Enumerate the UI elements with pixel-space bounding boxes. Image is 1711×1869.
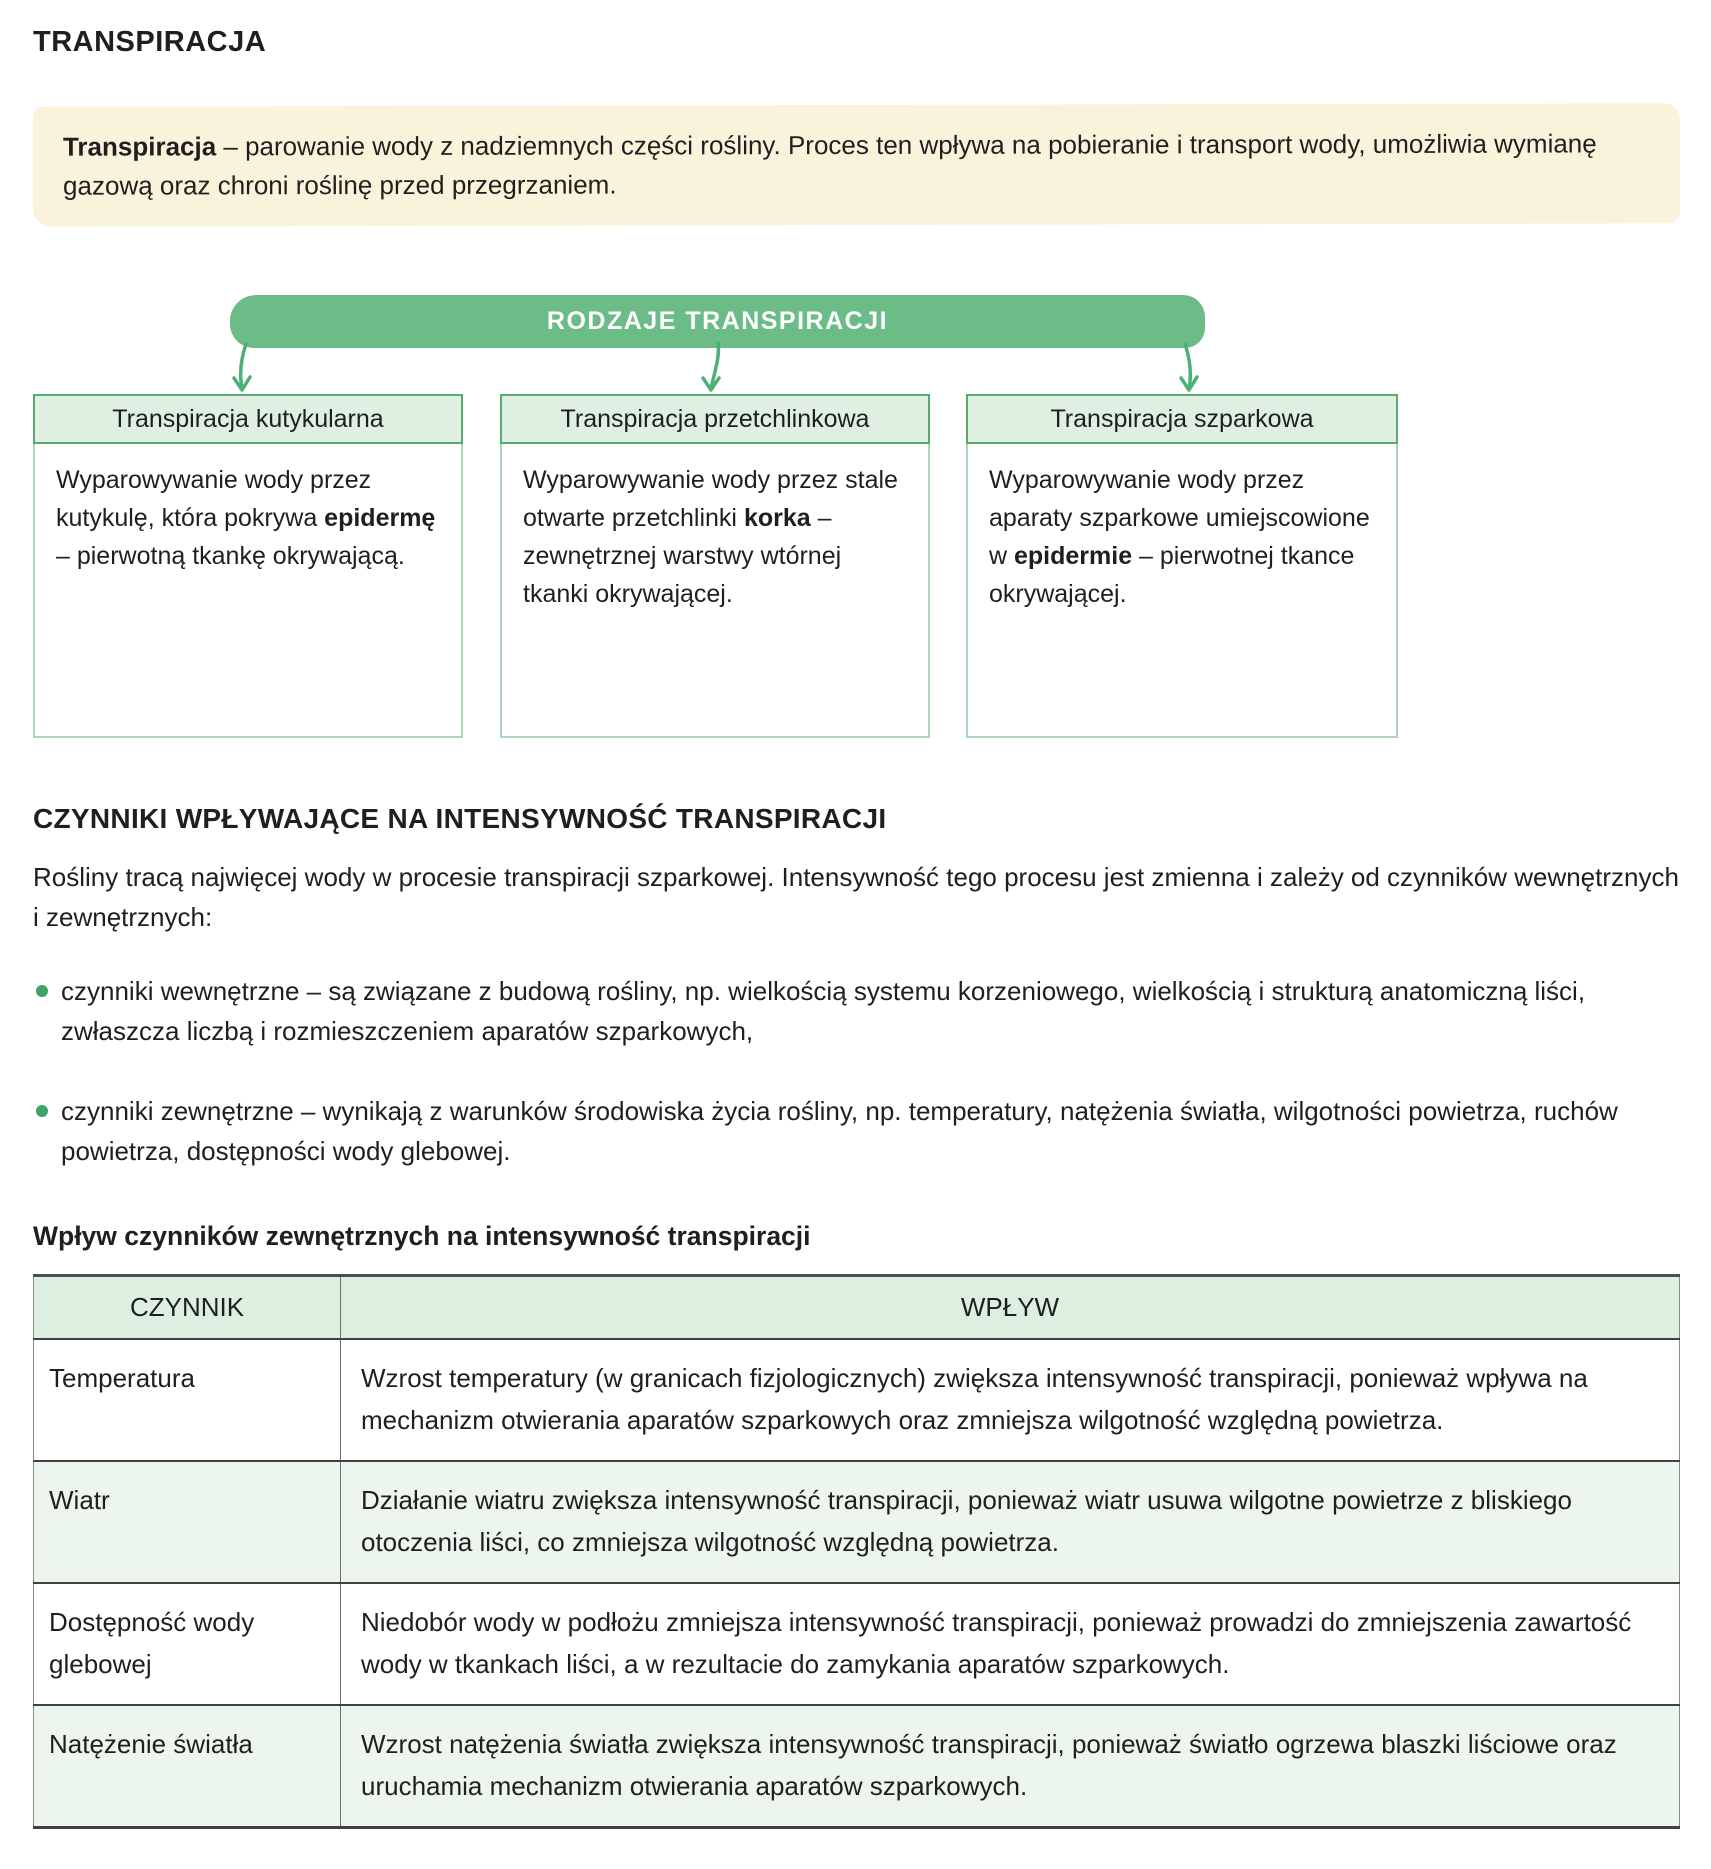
type-box-description (968, 444, 1396, 630)
effect-cell: Niedobór wody w podłożu zmniejsza intensywność transpiracji, ponieważ prowadzi do zmniejszenia zawartość wody w tkankach liści, a w rezultacie do zamykania aparatów szparkowych. (341, 1583, 1680, 1705)
description-bold-term: epidermę (324, 504, 436, 532)
column-header-factor: CZYNNIK (34, 1276, 341, 1340)
table-header (34, 1276, 1680, 1340)
factor-cell: Wiatr (34, 1461, 341, 1583)
factor-cell: Temperatura (34, 1339, 341, 1461)
column-header-effect: WPŁYW (341, 1276, 1680, 1340)
description-text: – pierwotną tkankę okrywającą. (56, 542, 405, 570)
effect-cell: Wzrost temperatury (w granicach fizjologicznych) zwiększa intensywność transpiracji, ponieważ wpływa na mechanizm otwierania aparatów szparkowych oraz zmniejsza wilgotność względną powietrza. (341, 1339, 1680, 1461)
type-box-przetchlinkowa (500, 394, 930, 738)
table-row (34, 1705, 1680, 1828)
description-text: Wyparowywanie wody przez stale otwarte przetchlinki (523, 466, 898, 532)
arrow-down-middle-icon (695, 341, 729, 397)
external-factors-table (33, 1274, 1680, 1829)
type-box-description (35, 444, 461, 592)
table-body (34, 1339, 1680, 1828)
factor-cell: Dostępność wody glebowej (34, 1583, 341, 1705)
description-text: Wyparowywanie wody przez kutykulę, która pokrywa (56, 466, 372, 532)
effect-cell: Działanie wiatru zwiększa intensywność transpiracji, ponieważ wiatr usuwa wilgotne powietrze z bliskiego otoczenia liści, co zmniejsza wilgotność względną powietrza. (341, 1461, 1680, 1583)
description-bold-term: korka (743, 504, 811, 532)
type-box-title: Transpiracja szparkowa (966, 394, 1398, 444)
description-text: – pierwotnej tkance okrywającej. (989, 542, 1355, 608)
effect-cell: Wzrost natężenia światła zwiększa intensywność transpiracji, ponieważ światło ogrzewa blaszki liściowe oraz uruchamia mechanizm otwierania aparatów szparkowych. (341, 1705, 1680, 1828)
description-bold-term: epidermie (1014, 542, 1133, 570)
definition-term: Transpiracja (62, 131, 217, 162)
arrow-down-right-icon (1170, 341, 1204, 397)
page-title: TRANSPIRACJA (33, 26, 267, 58)
arrow-down-left-icon (228, 341, 262, 397)
list-item-internal-factors: czynniki wewnętrzne – są związane z budową rośliny, np. wielkością systemu korzeniowego, wielkością i strukturą anatomiczną liści, zwłaszcza liczbą i rozmieszczeniem aparatów szparkowych, (33, 971, 1680, 1051)
table-row (34, 1339, 1680, 1461)
type-box-description (502, 444, 928, 630)
description-text: Wyparowywanie wody przez aparaty szparkowe umiejscowione w (989, 466, 1370, 570)
type-box-title: Transpiracja kutykularna (33, 394, 463, 444)
factors-intro-paragraph: Rośliny tracą najwięcej wody w procesie transpiracji szparkowej. Intensywność tego procesu jest zmienna i zależy od czynników wewnętrznych i zewnętrznych: (33, 862, 1679, 932)
table-caption: Wpływ czynników zewnętrznych na intensywność transpiracji (33, 1221, 811, 1251)
factors-list (33, 971, 1680, 1171)
list-item-external-factors: czynniki zewnętrzne – wynikają z warunków środowiska życia rośliny, np. temperatury, natężenia światła, wilgotności powietrza, ruchów powietrza, dostępności wody glebowej. (33, 1091, 1680, 1171)
type-box-szparkowa (966, 394, 1398, 738)
diagram-banner: RODZAJE TRANSPIRACJI (230, 295, 1205, 348)
table-row (34, 1461, 1680, 1583)
table-row (34, 1583, 1680, 1705)
type-box-title: Transpiracja przetchlinkowa (500, 394, 930, 444)
factor-cell: Natężenie światła (34, 1705, 341, 1828)
factors-section-heading: CZYNNIKI WPŁYWAJĄCE NA INTENSYWNOŚĆ TRANSPIRACJI (33, 803, 887, 834)
transpiration-types-diagram (33, 295, 1680, 741)
definition-callout (33, 103, 1680, 226)
definition-text: – parowanie wody z nadziemnych części rośliny. Proces ten wpływa na pobieranie i transport wody, umożliwia wymianę gazową oraz chroni roślinę przed przegrzaniem. (63, 128, 1597, 201)
description-text: – zewnętrznej warstwy wtórnej tkanki okrywającej. (523, 504, 842, 608)
type-box-kutykularna (33, 394, 463, 738)
